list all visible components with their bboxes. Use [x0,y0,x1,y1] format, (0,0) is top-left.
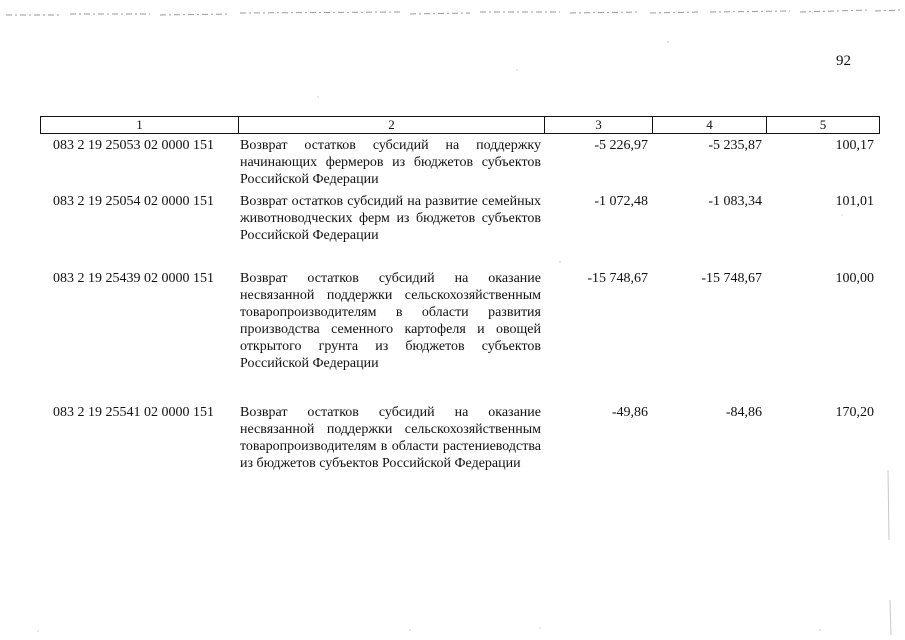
row-value-col-3: -1 072,48 [594,194,648,209]
row-name: Возврат остатков субсидий на развитие семейных животноводческих ферм из бюджетов субъектов Российской Федерации [240,194,541,243]
row-value-col-4: -5 235,87 [708,138,762,153]
header-col-5: 5 [819,117,827,132]
row-value-col-3: -15 748,67 [587,271,648,286]
row-name: Возврат остатков субсидий на оказание несвязанной поддержки сельскохозяйственным товаропроизводителям в области растениеводства из бюджетов субъектов Российской Федерации [240,405,541,471]
row-name: Возврат остатков субсидий на поддержку начинающих фермеров из бюджетов субъектов Российской Федерации [240,138,541,187]
page-number: 92 [836,53,851,69]
row-code: 083 2 19 25541 02 0000 151 [53,405,214,420]
header-col-1: 1 [41,117,239,133]
row-value-col-3: -5 226,97 [594,138,648,153]
header-col-4: 4 [653,117,767,133]
header-col-3: 3 [545,117,653,133]
header-col-2: 2 [239,117,545,133]
table-header-row [40,116,880,134]
row-code: 083 2 19 25054 02 0000 151 [53,194,214,209]
row-value-col-5: 101,01 [835,194,874,209]
row-value-col-3: -49,86 [611,405,648,420]
scan-artifact-top [0,6,905,20]
row-value-col-5: 170,20 [835,405,874,420]
row-value-col-5: 100,17 [835,138,874,153]
row-value-col-5: 100,00 [835,271,874,286]
row-name: Возврат остатков субсидий на оказание несвязанной поддержки сельскохозяйственным товаропроизводителям в области развития производства семенного картофеля и овощей открытого грунта из бюджетов субъектов Российской Федерации [240,271,541,371]
budget-table [40,116,880,471]
row-value-col-4: -1 083,34 [708,194,762,209]
row-value-col-4: -84,86 [725,405,762,420]
row-value-col-4: -15 748,67 [701,271,762,286]
row-code: 083 2 19 25053 02 0000 151 [53,138,214,153]
row-code: 083 2 19 25439 02 0000 151 [53,271,214,286]
